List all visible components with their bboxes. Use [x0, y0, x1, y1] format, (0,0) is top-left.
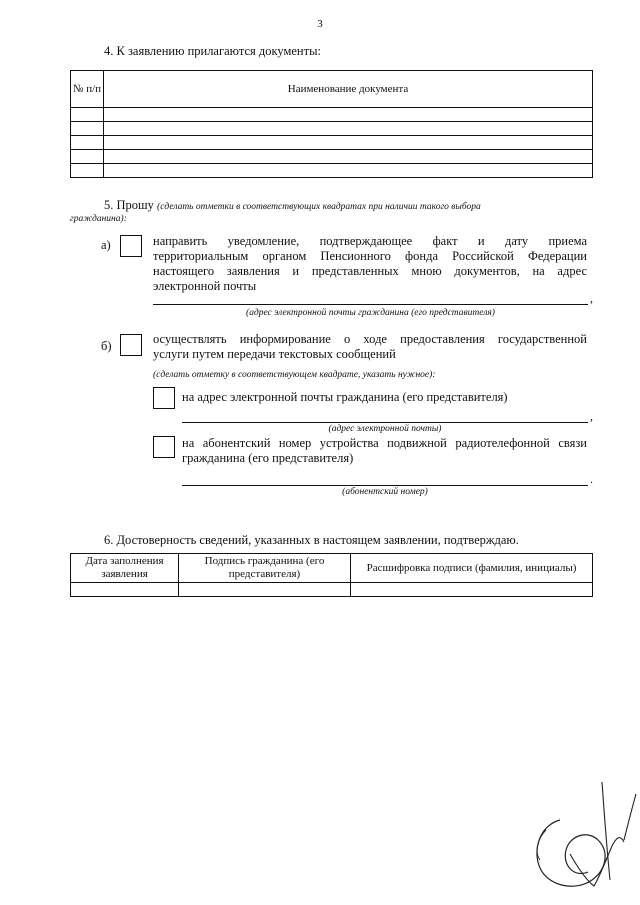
table-cell[interactable]: [71, 164, 104, 178]
table-row: [71, 108, 593, 122]
table-row: [71, 136, 593, 150]
email-address-line[interactable]: [153, 304, 588, 305]
table-cell[interactable]: [71, 122, 104, 136]
email-address-caption: (адрес электронной почты гражданина (его представителя): [246, 308, 495, 318]
table-cell[interactable]: [104, 164, 593, 178]
section-5-heading: [104, 198, 481, 213]
page-number: 3: [317, 18, 323, 30]
section-5-heading-prefix: 5. Прошу: [104, 198, 154, 212]
table-header-row: [71, 554, 593, 583]
section-5-note: (сделать отметки в соответствующих квадратах при наличии такого выбора: [157, 202, 481, 212]
sub-email-label: на адрес электронной почты гражданина (его представителя): [182, 390, 508, 404]
option-b-text-line: осуществлять информирование о ходе предоставления государственной: [153, 332, 587, 346]
col-document-name-header: Наименование документа: [104, 71, 593, 108]
section-4-heading: 4. К заявлению прилагаются документы:: [104, 44, 321, 58]
sub-phone-label-line: гражданина (его представителя): [182, 451, 354, 465]
sub-email-address-line[interactable]: [182, 422, 588, 423]
col-date-header: Дата заполнения заявления: [71, 554, 179, 583]
sub-email-checkbox[interactable]: [153, 387, 175, 409]
section-5-note-continued: гражданина):: [70, 214, 127, 224]
sub-phone-checkbox[interactable]: [153, 436, 175, 458]
table-cell[interactable]: [71, 136, 104, 150]
signature-cell[interactable]: [179, 583, 351, 597]
table-cell[interactable]: [104, 122, 593, 136]
option-a-text-line: электронной почты: [153, 279, 257, 293]
table-cell[interactable]: [104, 108, 593, 122]
line-comma: ,: [590, 291, 593, 305]
attached-documents-table: [70, 70, 593, 178]
table-row: [71, 150, 593, 164]
signature-table: [70, 553, 593, 597]
table-cell[interactable]: [71, 150, 104, 164]
line-period: .: [590, 472, 593, 486]
full-name-cell[interactable]: [351, 583, 593, 597]
line-comma: ,: [590, 409, 593, 423]
option-a-checkbox[interactable]: [120, 235, 142, 257]
option-a-text-line: настоящего заявления и представленных мною документов, на адрес: [153, 264, 587, 278]
sub-email-caption: (адрес электронной почты): [328, 424, 442, 434]
option-a-text-line: направить уведомление, подтверждающее факт и дату приема: [153, 234, 587, 248]
date-cell[interactable]: [71, 583, 179, 597]
table-row: [71, 122, 593, 136]
table-cell[interactable]: [104, 150, 593, 164]
option-a-text-line: территориальным органом Пенсионного фонда Российской Федерации: [153, 249, 587, 263]
handwritten-signature: [520, 780, 640, 905]
option-b-text: [153, 332, 587, 362]
col-number-header: № п/п: [71, 71, 104, 108]
option-a-marker: а): [101, 238, 111, 252]
col-full-name-header: Расшифровка подписи (фамилия, инициалы): [351, 554, 593, 583]
col-signature-header: Подпись гражданина (его представителя): [179, 554, 351, 583]
option-b-text-line: услуги путем передачи текстовых сообщений: [153, 347, 396, 361]
sub-phone-label-line: на абонентский номер устройства подвижной радиотелефонной связи: [182, 436, 587, 450]
phone-number-line[interactable]: [182, 485, 588, 486]
phone-number-caption: (абонентский номер): [342, 487, 428, 497]
option-b-marker: б): [101, 339, 112, 353]
sub-phone-label: [182, 436, 587, 466]
option-a-text: [153, 234, 587, 294]
table-cell[interactable]: [71, 108, 104, 122]
option-b-checkbox[interactable]: [120, 334, 142, 356]
section-6-heading: 6. Достоверность сведений, указанных в настоящем заявлении, подтверждаю.: [104, 533, 519, 547]
table-row: [71, 583, 593, 597]
table-header-row: [71, 71, 593, 108]
option-b-note: (сделать отметку в соответствующем квадрате, указать нужное):: [153, 370, 436, 380]
table-row: [71, 164, 593, 178]
table-cell[interactable]: [104, 136, 593, 150]
